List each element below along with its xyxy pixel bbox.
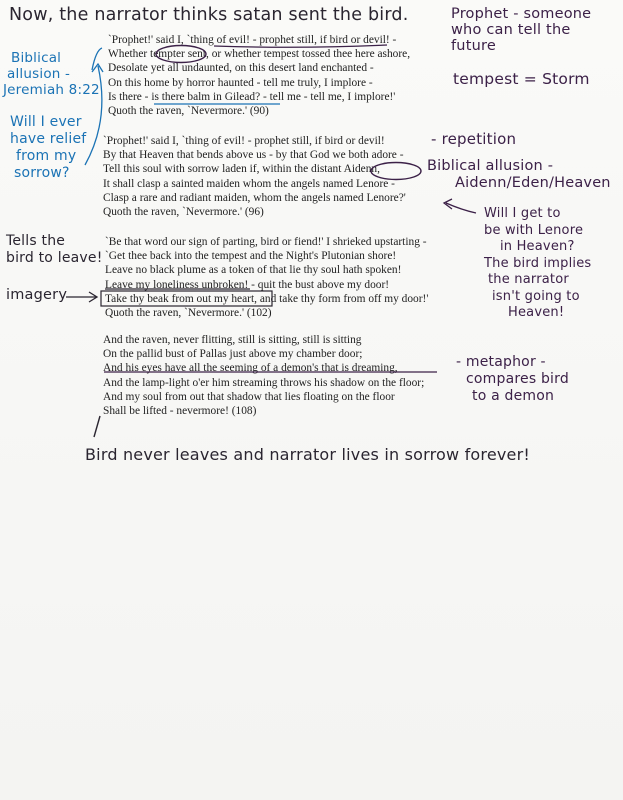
relief-note-line: from my (16, 148, 77, 164)
lenore-note (484, 206, 591, 322)
jeremiah-note-line: Jeremiah 8:22 (3, 82, 100, 98)
metaphor-note (456, 354, 569, 405)
tells-bird-note-line: bird to leave! (6, 250, 103, 266)
poem-line: And the raven, never flitting, still is sitting, still is sitting (103, 334, 362, 346)
metaphor-note-line: compares bird (466, 371, 569, 387)
poem-line: Leave no black plume as a token of that lie thy soul hath spoken! (105, 264, 402, 277)
poem-line: Whether tempter sent, or whether tempest tossed thee here ashore, (108, 48, 411, 61)
prophet-note-line: who can tell the (451, 22, 571, 38)
metaphor-note-line: to a demon (472, 388, 555, 404)
poem-line: It shall clasp a sainted maiden whom the angels named Lenore - (103, 177, 395, 190)
poem-line: Quoth the raven, `Nevermore.' (96) (103, 206, 264, 219)
jeremiah-note-line: allusion - (7, 66, 71, 82)
poem-line: Is there - is there balm in Gilead? - tell me - tell me, I implore!' (108, 90, 396, 103)
footer-note: Bird never leaves and narrator lives in sorrow forever! (85, 445, 530, 464)
relief-note (10, 114, 86, 182)
poem-line: `Prophet!' said I, `thing of evil! - prophet still, if bird or devil! - (108, 34, 397, 46)
poem-line: Clasp a rare and radiant maiden, whom the angels named Lenore?' (103, 191, 406, 204)
metaphor-note-line: - metaphor - (456, 354, 546, 370)
lenore-note-line: the narrator (488, 272, 569, 287)
jeremiah-note-line: Biblical (11, 50, 62, 66)
poem-line: Quoth the raven, `Nevermore.' (102) (105, 307, 272, 320)
poem-line: And my soul from out that shadow that lies floating on the floor (103, 390, 395, 403)
poem-line: Tell this soul with sorrow laden if, within the distant Aidenn, (103, 163, 380, 176)
aidenn-note-line: Biblical allusion - (427, 158, 554, 174)
stanza-4 (103, 333, 424, 418)
imagery-arrow (66, 292, 97, 302)
poem-line: And the lamp-light o'er him streaming throws his shadow on the floor; (103, 376, 425, 389)
lenore-arrow (444, 199, 476, 213)
lenore-note-line: The bird implies (484, 255, 592, 271)
poem-line: And his eyes have all the seeming of a demon's that is dreaming, (103, 362, 398, 375)
prophet-note (451, 6, 591, 54)
relief-note-line: Will I ever (10, 114, 82, 130)
lenore-note-line: Heaven! (508, 305, 565, 320)
header-note: Now, the narrator thinks satan sent the bird. (9, 5, 409, 25)
poem-line: `Be that word our sign of parting, bird or fiend!' I shrieked upstarting - (105, 236, 427, 248)
lenore-note-line: in Heaven? (500, 239, 575, 254)
footer-tick (94, 416, 100, 437)
poem-line: `Prophet!' said I, `thing of evil! - prophet still, if bird or devil! (103, 135, 385, 147)
stanza-2 (103, 134, 406, 219)
aidenn-note (427, 158, 611, 192)
poem-line: Shall be lifted - nevermore! (108) (103, 405, 257, 418)
lenore-note-line: isn't going to (492, 288, 580, 304)
prophet-note-line: future (451, 38, 496, 54)
poem-line: Take thy beak from out my heart, and take thy form from off my door!' (105, 292, 429, 305)
poem-line: Desolate yet all undaunted, on this desert land enchanted - (108, 62, 374, 75)
jeremiah-note (3, 50, 100, 98)
relief-note-line: have relief (10, 131, 87, 147)
tells-bird-note-line: Tells the (6, 233, 66, 249)
poem-line: `Get thee back into the tempest and the Night's Plutonian shore! (105, 250, 397, 263)
repetition-note: - repetition (431, 130, 517, 148)
poem-line: On this home by horror haunted - tell me truly, I implore - (108, 76, 373, 89)
imagery-note: imagery (6, 287, 68, 303)
poem-line: By that Heaven that bends above us - by that God we both adore - (103, 149, 404, 162)
prophet-note-line: Prophet - someone (451, 6, 592, 22)
tempest-note: tempest = Storm (453, 70, 590, 88)
tells-bird-note (6, 233, 103, 267)
lenore-note-line: be with Lenore (484, 222, 584, 238)
stanza-3 (105, 235, 428, 320)
lenore-note-line: Will I get to (484, 206, 561, 221)
aidenn-note-line: Aidenn/Eden/Heaven (455, 175, 611, 191)
relief-note-line: sorrow? (14, 165, 70, 181)
poem-line: Quoth the raven, `Nevermore.' (90) (108, 105, 269, 118)
poem-line: On the pallid bust of Pallas just above my chamber door; (103, 348, 363, 361)
stanza-1 (108, 33, 410, 118)
poem-line: Leave my loneliness unbroken! - quit the bust above my door! (105, 278, 390, 291)
